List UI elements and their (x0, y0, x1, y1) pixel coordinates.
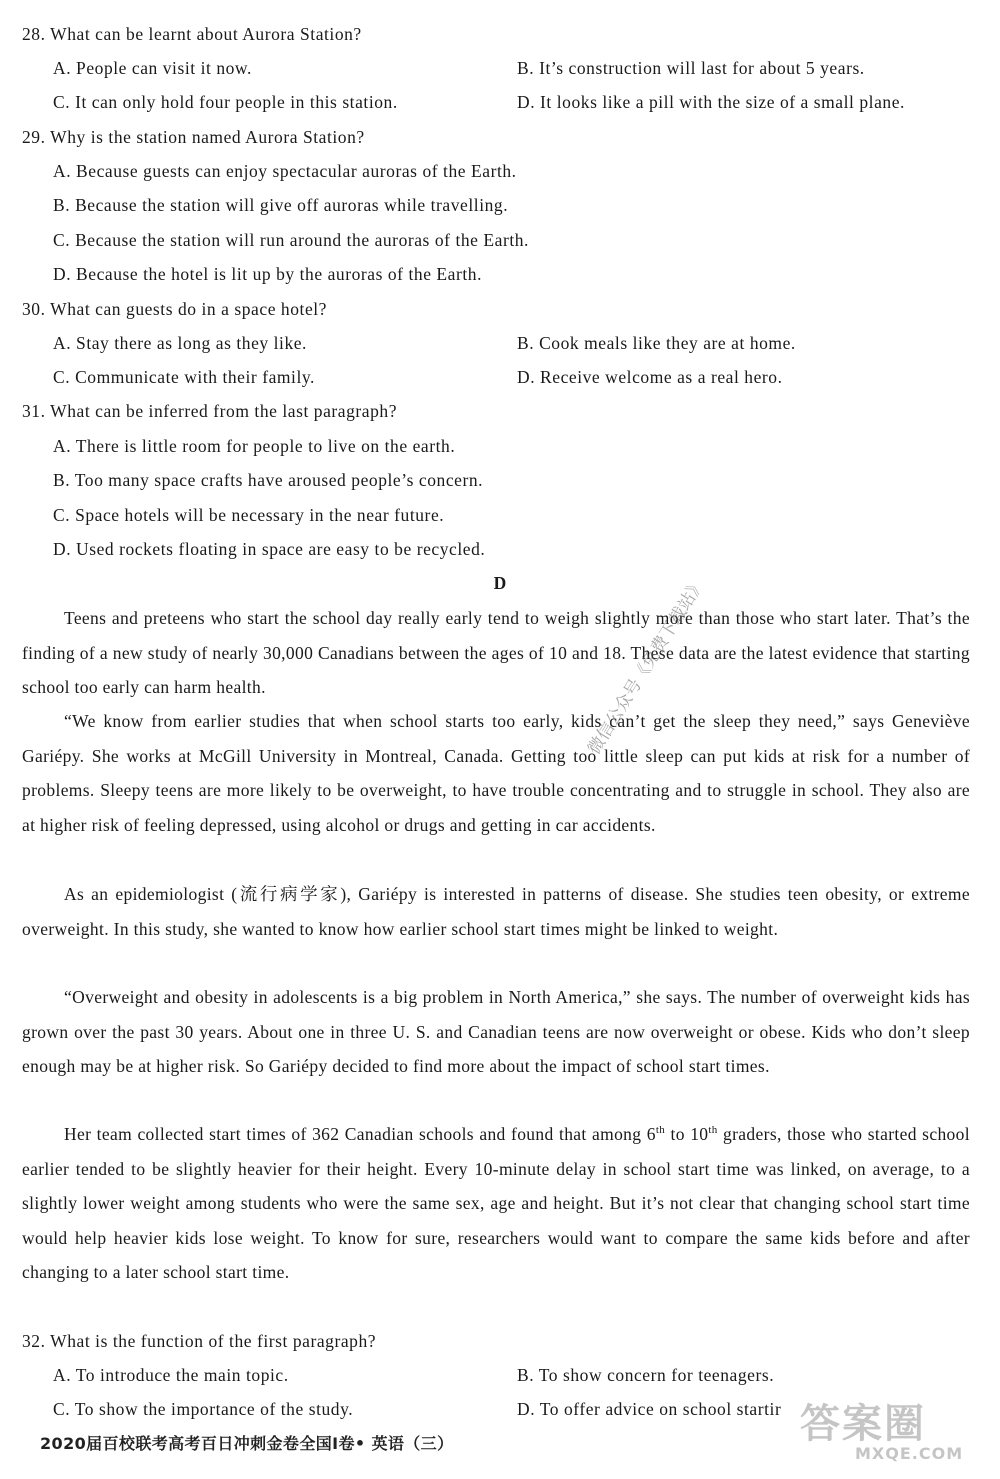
question-31-option-d: D. Used rockets floating in space are easy to be recycled. (53, 539, 486, 559)
passage-paragraph-2 (22, 704, 970, 842)
superscript-th-1: th (655, 1124, 666, 1137)
question-32-option-c: C. To show the importance of the study. (53, 1399, 354, 1419)
superscript-th-2: th (708, 1124, 718, 1137)
question-30-option-a: A. Stay there as long as they like. (53, 333, 307, 353)
passage-paragraph-5-text-c: graders, those who started school earlier tended to be slightly heavier for their height. Every 10-minute delay in school start time was linked, on average, to a slightly lower weight among students who were the same sex, age and height. But it’s not clear that changing school start time would help heavier kids lose weight. To know for sure, researchers would want to compare the same kids before and after changing to a later school start time. (22, 1124, 970, 1282)
site-logo-watermark-sub: MXQE.COM (855, 1444, 964, 1463)
passage-paragraph-5 (22, 1117, 970, 1290)
question-29-stem: 29. Why is the station named Aurora Station? (22, 127, 365, 147)
passage-paragraph-3 (22, 877, 970, 946)
question-28-option-a: A. People can visit it now. (53, 58, 252, 78)
question-31-stem: 31. What can be inferred from the last paragraph? (22, 401, 398, 421)
passage-paragraph-5-text-b: to 10 (665, 1124, 709, 1144)
passage-paragraph-1 (22, 601, 970, 705)
site-logo-watermark-text: 答案圈 (800, 1401, 926, 1447)
page-footer: 2020届百校联考高考百日冲刺金卷全国Ⅰ卷• 英语（三） (40, 1434, 454, 1453)
question-31-option-c: C. Space hotels will be necessary in the near future. (53, 505, 445, 525)
question-29-option-b: B. Because the station will give off auroras while travelling. (53, 195, 509, 215)
question-28-option-c: C. It can only hold four people in this station. (53, 92, 398, 112)
question-31-option-b: B. Too many space crafts have aroused people’s concern. (53, 470, 484, 490)
question-32-option-a: A. To introduce the main topic. (53, 1365, 289, 1385)
question-32-option-b: B. To show concern for teenagers. (517, 1365, 775, 1385)
site-logo-watermark (800, 1392, 990, 1472)
question-30-option-d: D. Receive welcome as a real hero. (517, 367, 783, 387)
passage-paragraph-4 (22, 980, 970, 1084)
passage-paragraph-3-text: As an epidemiologist (流行病学家), Gariépy is interested in patterns of disease. She studies teen obesity, or extreme overweight. In this study, she wanted to know how earlier school start times might be linked to weight. (22, 884, 970, 939)
question-28-option-b: B. It’s construction will last for about 5 years. (517, 58, 865, 78)
question-32-stem: 32. What is the function of the first paragraph? (22, 1331, 377, 1351)
question-30-stem: 30. What can guests do in a space hotel? (22, 299, 327, 319)
passage-paragraph-5-text-a: Her team collected start times of 362 Canadian schools and found that among 6 (64, 1124, 656, 1144)
question-31-option-a: A. There is little room for people to live on the earth. (53, 436, 456, 456)
question-30-option-c: C. Communicate with their family. (53, 367, 315, 387)
question-29-option-a: A. Because guests can enjoy spectacular auroras of the Earth. (53, 161, 517, 181)
question-28-stem: 28. What can be learnt about Aurora Station? (22, 24, 362, 44)
passage-paragraph-4-text: “Overweight and obesity in adolescents is a big problem in North America,” she says. The number of overweight kids has grown over the past 30 years. About one in three U. S. and Canadian teens are now overweight or obese. Kids who don’t sleep enough may be at higher risk. So Gariépy decided to find more about the impact of school start times. (22, 987, 970, 1076)
section-heading: D (493, 573, 507, 593)
question-30-option-b: B. Cook meals like they are at home. (517, 333, 796, 353)
passage-paragraph-2-text: “We know from earlier studies that when school starts too early, kids can’t get the sleep they need,” says Geneviève Gariépy. She works at McGill University in Montreal, Canada. Getting too little sleep can put kids at risk for a number of problems. Sleepy teens are more likely to be overweight, to have trouble concentrating and to struggle in school. They also are at higher risk of feeling depressed, using alcohol or drugs and getting in car accidents. (22, 711, 970, 835)
vertical-watermark: 微信公众号《免费下载站》 (584, 574, 710, 759)
passage-paragraph-1-text: Teens and preteens who start the school day really early tend to weigh slightly more than those who start later. That’s the finding of a new study of nearly 30,000 Canadians between the ages of 10 and 18. These data are the latest evidence that starting school too early can harm health. (22, 608, 970, 697)
question-28-option-d: D. It looks like a pill with the size of a small plane. (517, 92, 905, 112)
question-29-option-d: D. Because the hotel is lit up by the auroras of the Earth. (53, 264, 483, 284)
question-32-option-d: D. To offer advice on school startir (517, 1399, 782, 1419)
question-29-option-c: C. Because the station will run around the auroras of the Earth. (53, 230, 529, 250)
